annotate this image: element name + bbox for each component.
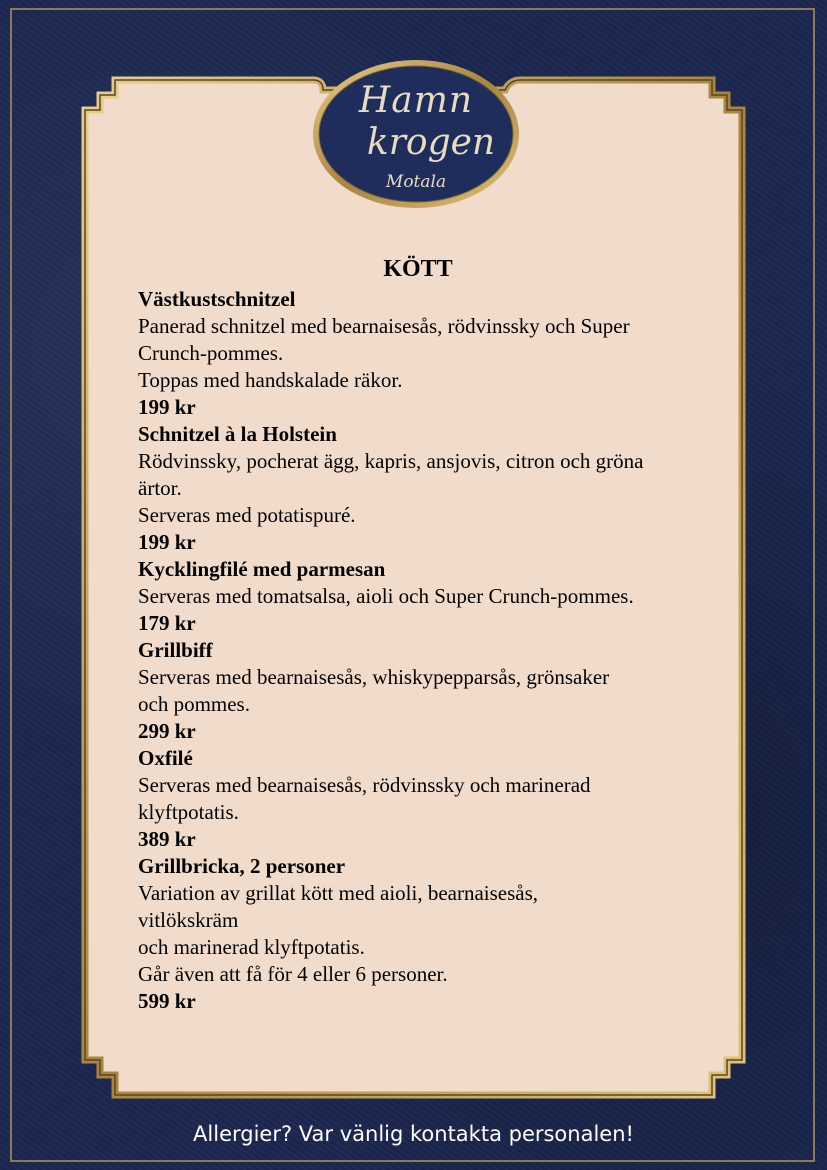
item-description: Variation av grillat kött med aioli, bearnaisesås, [138,881,539,905]
item-description: Serveras med tomatsalsa, aioli och Super Crunch-pommes. [138,584,634,608]
menu-item [138,556,738,637]
logo [313,58,519,208]
item-description: Serveras med potatispuré. [138,503,356,527]
item-description: klyftpotatis. [138,800,239,824]
item-price: 199 kr [138,395,196,419]
item-description: ärtor. [138,476,182,500]
logo-line-3: Motala [385,172,447,192]
item-name: Grillbiff [138,638,213,662]
item-description: Serveras med bearnaisesås, rödvinssky och marinerad [138,773,591,797]
item-name: Grillbricka, 2 personer [138,854,346,878]
menu-item [138,421,738,556]
item-description: och marinerad klyftpotatis. [138,935,365,959]
item-price: 389 kr [138,827,196,851]
item-price: 599 kr [138,989,196,1013]
menu-item [138,637,738,745]
menu-content [138,254,738,1015]
item-name: Västkustschnitzel [138,287,296,311]
item-description: Rödvinssky, pocherat ägg, kapris, ansjovis, citron och gröna [138,449,644,473]
item-description: och pommes. [138,692,250,716]
item-description: Panerad schnitzel med bearnaisesås, rödvinssky och Super [138,314,630,338]
item-price: 199 kr [138,530,196,554]
section-title: KÖTT [383,256,453,282]
allergy-footer: Allergier? Var vänlig kontakta personalen! [193,1122,634,1146]
item-price: 179 kr [138,611,196,635]
menu-item [138,853,738,1015]
item-name: Oxfilé [138,746,193,770]
item-description: Går även att få för 4 eller 6 personer. [138,962,448,986]
item-description: vitlökskräm [138,908,239,932]
item-description: Serveras med bearnaisesås, whiskypepparsås, grönsaker [138,665,610,689]
menu-item [138,745,738,853]
item-description: Toppas med handskalade räkor. [138,368,403,392]
menu-item [138,286,738,421]
item-name: Kycklingfilé med parmesan [138,557,386,581]
item-description: Crunch-pommes. [138,341,284,365]
item-name: Schnitzel à la Holstein [138,422,337,446]
logo-line-1: Hamn [358,80,474,121]
item-price: 299 kr [138,719,196,743]
logo-line-2: krogen [366,122,496,163]
